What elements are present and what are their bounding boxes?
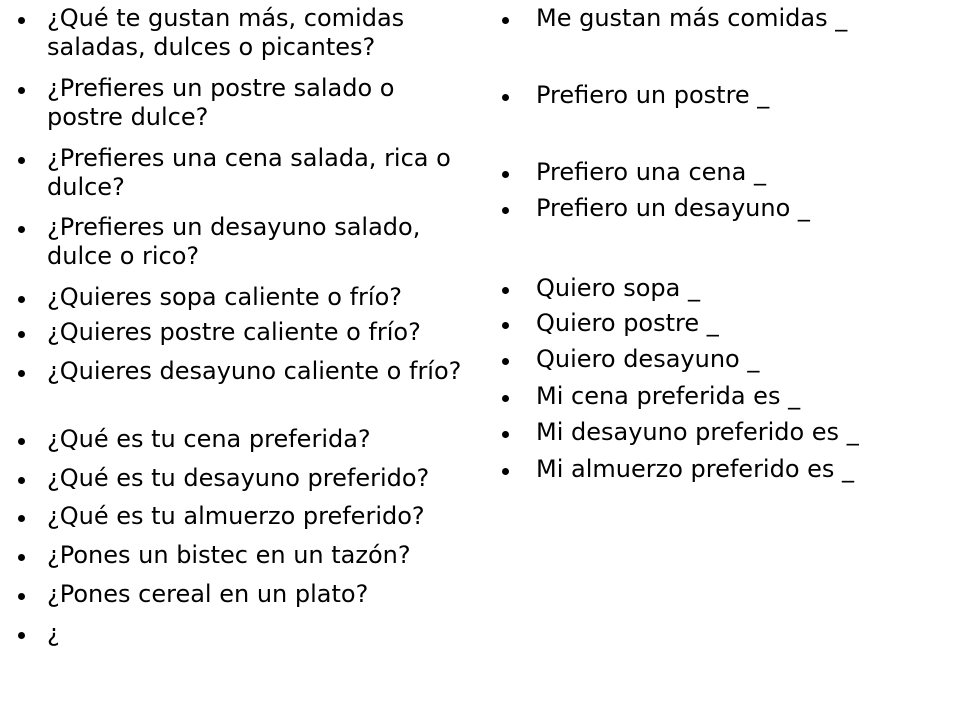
bullet-icon bbox=[18, 87, 25, 94]
bullet-icon bbox=[502, 395, 509, 402]
question-text: ¿Quieres sopa caliente o frío? bbox=[47, 283, 403, 311]
question-text: ¿ bbox=[47, 619, 60, 647]
question-text: ¿Qué te gustan más, comidas saladas, dulces o picantes? bbox=[47, 4, 412, 61]
bullet-icon bbox=[502, 17, 509, 24]
bullet-icon bbox=[18, 226, 25, 233]
bullet-icon bbox=[18, 593, 25, 600]
question-text: ¿Quieres desayuno caliente o frío? bbox=[47, 357, 462, 385]
question-text: ¿Prefieres un postre salado o postre dulce? bbox=[47, 74, 403, 131]
question-text: ¿Quieres postre caliente o frío? bbox=[47, 318, 421, 346]
bullet-icon bbox=[18, 438, 25, 445]
answer-text: Quiero sopa _ bbox=[536, 274, 700, 302]
answer-text: Prefiero un desayuno _ bbox=[536, 194, 810, 222]
question-text: ¿Qué es tu cena preferida? bbox=[47, 425, 371, 453]
bullet-icon bbox=[18, 157, 25, 164]
bullet-icon bbox=[502, 207, 509, 214]
bullet-icon bbox=[18, 477, 25, 484]
question-text: ¿Pones un bistec en un tazón? bbox=[47, 541, 411, 569]
bullet-icon bbox=[502, 287, 509, 294]
bullet-icon bbox=[502, 431, 509, 438]
answer-text: Prefiero una cena _ bbox=[536, 158, 766, 186]
question-text: ¿Prefieres un desayuno salado, dulce o rico? bbox=[47, 213, 428, 270]
bullet-icon bbox=[18, 632, 25, 639]
bullet-icon bbox=[18, 17, 25, 24]
bullet-icon bbox=[18, 296, 25, 303]
bullet-icon bbox=[18, 331, 25, 338]
answer-text: Prefiero un postre _ bbox=[536, 81, 770, 109]
answer-text: Me gustan más comidas _ bbox=[536, 4, 848, 32]
bullet-icon bbox=[18, 370, 25, 377]
answer-text: Quiero desayuno _ bbox=[536, 345, 760, 373]
bullet-icon bbox=[502, 94, 509, 101]
answer-text: Quiero postre _ bbox=[536, 309, 719, 337]
answer-text: Mi desayuno preferido es _ bbox=[536, 418, 859, 446]
bullet-icon bbox=[18, 554, 25, 561]
bullet-icon bbox=[502, 468, 509, 475]
bullet-icon bbox=[18, 515, 25, 522]
answer-text: Mi almuerzo preferido es _ bbox=[536, 455, 855, 483]
question-text: ¿Prefieres una cena salada, rica o dulce? bbox=[47, 144, 459, 201]
question-text: ¿Pones cereal en un plato? bbox=[47, 580, 369, 608]
bullet-icon bbox=[502, 358, 509, 365]
question-text: ¿Qué es tu almuerzo preferido? bbox=[47, 502, 425, 530]
answer-text: Mi cena preferida es _ bbox=[536, 382, 801, 410]
bullet-icon bbox=[502, 322, 509, 329]
question-text: ¿Qué es tu desayuno preferido? bbox=[47, 464, 430, 492]
bullet-icon bbox=[502, 171, 509, 178]
